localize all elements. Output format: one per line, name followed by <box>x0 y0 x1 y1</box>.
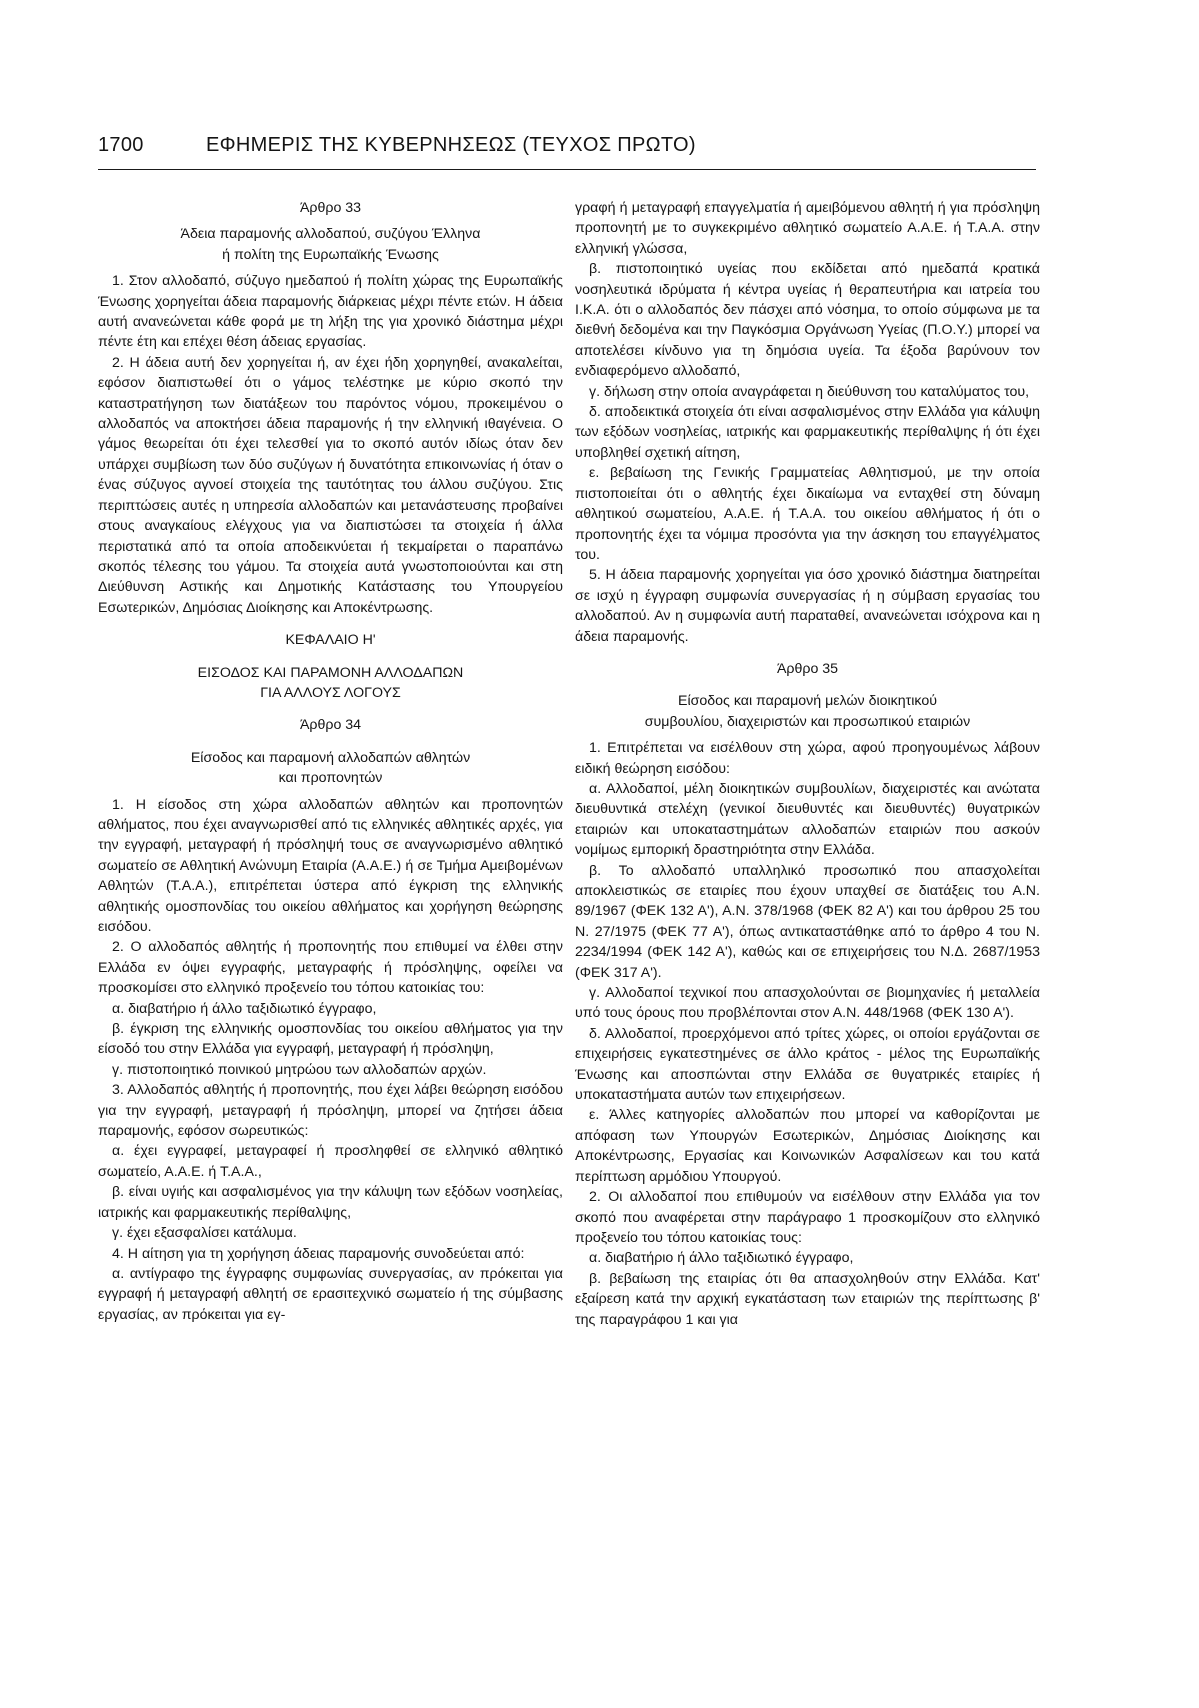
article-34-item-3a: α. έχει εγγραφεί, μεταγραφεί ή προσληφθεί σε ελληνικό αθλητικό σωματείο, Α.Α.Ε. ή Τ.Α.Α., <box>98 1143 563 1180</box>
article-34-item-4a-continued: γραφή ή μεταγραφή επαγγελματία ή αμειβόμενου αθλητή ή για πρόσληψη προπονητή με το συγκεκριμένο αθλητικό σωματείο Α.Α.Ε. ή Τ.Α.Α. στην ελληνική γλώσσα, <box>575 200 1040 257</box>
article-35-item-1c: γ. Αλλοδαποί τεχνικοί που απασχολούνται σε βιομηχανίες ή μεταλλεία υπό τους όρους που προβλέπονται στον Α.Ν. 448/1968 (ΦΕΚ 130 Α'). <box>575 985 1040 1022</box>
article-34-paragraph-2: 2. Ο αλλοδαπός αθλητής ή προπονητής που επιθυμεί να έλθει στην Ελλάδα εν όψει εγγραφής, μεταγραφής ή πρόσληψης, οφείλει να προσκομίσει στο ελληνικό προξενείο του τόπου κατοικίας του: <box>98 939 563 997</box>
article-33-number: Άρθρο 33 <box>299 200 362 216</box>
article-34-number: Άρθρο 34 <box>299 717 362 734</box>
article-34-item-2c: γ. πιστοποιητικό ποινικού μητρώου των αλλοδαπών αρχών. <box>112 1061 487 1078</box>
header-rule <box>98 169 1036 170</box>
article-35-number: Άρθρο 35 <box>776 660 839 677</box>
gazette-title: ΕΦΗΜΕΡΙΣ ΤΗΣ ΚΥΒΕΡΝΗΣΕΩΣ (ΤΕΥΧΟΣ ΠΡΩΤΟ) <box>206 134 696 156</box>
chapter-title-line-2: ΓΙΑ ΑΛΛΟΥΣ ΛΟΓΟΥΣ <box>260 684 401 701</box>
right-column <box>575 198 1040 1330</box>
article-33-title-line-2: ή πολίτη της Ευρωπαϊκής Ένωσης <box>222 246 439 263</box>
page-number: 1700 <box>98 134 144 156</box>
article-34-item-4b: β. πιστοποιητικό υγείας που εκδίδεται από ημεδαπά κρατικά νοσηλευτικά ιδρύματα ή κέντρα υγείας ή θεραπευτήρια και ιατρεία του Ι.Κ.Α. ότι ο αλλοδαπός δεν πάσχει από νόσημα, το οποίο σύμφωνα με τα διεθνή δεδομένα και την Παγκόσμια Οργάνωση Υγείας (Π.Ο.Υ.) μπορεί να αποτελέσει κίνδυνο για τη δημόσια υγεία. Τα έξοδα βαρύνουν τον ενδιαφερόμενο αλλοδαπό, <box>575 261 1040 380</box>
article-34-paragraph-1: 1. Η είσοδος στη χώρα αλλοδαπών αθλητών και προπονητών αθλήματος, που έχει αναγνωρισθεί από τις ελληνικές αθλητικές αρχές, για την εγγραφή, μεταγραφή ή πρόσληψή τους σε αναγνωρισμένο αθλητικό σωματείο σε Αθλητική Ανώνυμη Εταιρία (Α.Α.Ε.) ή σε Τμήμα Αμειβομένων Αθλητών (Τ.Α.Α.), επιτρέπεται ύστερα από έγκριση της ελληνικής αθλητικής ομοσπονδίας του οικείου αθλήματος και χορήγηση θεώρησης εισόδου. <box>98 796 563 935</box>
article-34-item-4e: ε. βεβαίωση της Γενικής Γραμματείας Αθλητισμού, με την οποία πιστοποιείται ότι ο αθλητής έχει δικαίωμα να ενταχθεί στη δύναμη αθλητικού σωματείου, Α.Α.Ε. ή Τ.Α.Α. του οικείου αθλήματος ή ότι ο προπονητής έχει τα νόμιμα προσόντα για την άσκηση του επαγγέλματος του. <box>575 465 1040 563</box>
chapter-title-line-1: ΕΙΣΟΔΟΣ ΚΑΙ ΠΑΡΑΜΟΝΗ ΑΛΛΟΔΑΠΩΝ <box>197 664 464 681</box>
article-35-item-1a: α. Αλλοδαποί, μέλη διοικητικών συμβουλίων, διαχειριστές και ανώτατα διευθυντικά στελέχη (γενικοί διευθυντές και διευθυντές) θυγατρικών εταιριών και υποκαταστημάτων αλλοδαπών εταιριών που ασκούν νομίμως εμπορική δραστηριότητα στην Ελλάδα. <box>575 780 1040 859</box>
article-35-title-line-2: συμβουλίου, διαχειριστών και προσωπικού εταιριών <box>644 713 971 730</box>
article-35-title-line-1: Είσοδος και παραμονή μελών διοικητικού <box>678 693 937 710</box>
page-header <box>98 134 1038 168</box>
article-34-item-3c: γ. έχει εξασφαλίσει κατάλυμα. <box>112 1225 297 1242</box>
article-35-item-1e: ε. Άλλες κατηγορίες αλλοδαπών που μπορεί να καθορίζονται με απόφαση των Υπουργών Εσωτερικών, Δημόσιας Διοίκησης και Αποκέντρωσης, Εργασίας και Κοινωνικών Ασφαλίσεων και του κατά περίπτωση αρμόδιου Υπουργού. <box>575 1107 1040 1185</box>
article-34-item-2a: α. διαβατήριο ή άλλο ταξιδιωτικό έγγραφο, <box>112 1000 377 1017</box>
article-35-item-1b: β. Το αλλοδαπό υπαλληλικό προσωπικό που απασχολείται αποκλειστικώς σε εταιρίες που έχουν υπαχθεί σε διατάξεις του Α.Ν. 89/1967 (ΦΕΚ 132 Α'), Α.Ν. 378/1968 (ΦΕΚ 82 Α') και του άρθρου 25 του Ν. 27/1975 (ΦΕΚ 77 Α'), όπως αντικαταστάθηκε από το άρθρο 4 του Ν. 2234/1994 (ΦΕΚ 142 Α'), καθώς και σε επιχειρήσεις του Ν.Δ. 2687/1953 (ΦΕΚ 317 Α'). <box>575 862 1040 981</box>
article-34-item-4c: γ. δήλωση στην οποία αναγράφεται η διεύθυνση του καταλύματος του, <box>589 383 1030 400</box>
left-column <box>98 198 563 1325</box>
article-35-paragraph-2: 2. Οι αλλοδαποί που επιθυμούν να εισέλθουν στην Ελλάδα για τον σκοπό που αναφέρεται στην παράγραφο 1 προσκομίζουν στο ελληνικό προξενείο του τόπου κατοικίας τους: <box>575 1189 1040 1246</box>
article-34-title-line-1: Είσοδος και παραμονή αλλοδαπών αθλητών <box>190 749 471 766</box>
article-35-item-1d: δ. Αλλοδαποί, προερχόμενοι από τρίτες χώρες, οι οποίοι εργάζονται σε επιχειρήσεις εγκατεστημένες σε άλλο κράτος - μέλος της Ευρωπαϊκής Ένωσης και αποσπώνται στην Ελλάδα σε θυγατρικές εταιρίες ή υποκαταστήματα αυτών των επιχειρήσεων. <box>575 1025 1040 1104</box>
article-35-item-2b: β. βεβαίωση της εταιρίας ότι θα απασχοληθούν στην Ελλάδα. Κατ' εξαίρεση κατά την αρχική εγκατάσταση των εταιριών της περίπτωσης β' της παραγράφου 1 και για <box>575 1270 1040 1328</box>
article-35-item-2a: α. διαβατήριο ή άλλο ταξιδιωτικό έγγραφο, <box>589 1250 854 1267</box>
article-34-paragraph-3: 3. Αλλοδαπός αθλητής ή προπονητής, που έχει λάβει θεώρηση εισόδου για την εγγραφή, μεταγραφή ή πρόσληψη, μπορεί να ζητήσει άδεια παραμονής, εφόσον σωρευτικώς: <box>98 1082 563 1140</box>
article-34-paragraph-4: 4. Η αίτηση για τη χορήγηση άδειας παραμονής συνοδεύεται από: <box>112 1245 525 1262</box>
article-33-paragraph-2: 2. Η άδεια αυτή δεν χορηγείται ή, αν έχει ήδη χορηγηθεί, ανακαλείται, εφόσον διαπιστωθεί ότι ο γάμος τελέστηκε με κύριο σκοπό την καταστρατήγηση των διατάξεων του παρόντος νόμου, προκειμένου ο αλλοδαπός να αποκτήσει άδεια παραμονής ή την ελληνική ιθαγένεια. Ο γάμος θεωρείται ότι έχει τελεσθεί για το σκοπό αυτόν ιδίως όταν δεν υπάρχει συμβίωση των δύο συζύγων ή δυνατότητα επικοινωνίας ή όταν ο ένας σύζυγος αγνοεί στοιχεία της ταυτότητας του άλλου συζύγου. Στις περιπτώσεις αυτές η υπηρεσία αλλοδαπών και μετανάστευσης προβαίνει στους αναγκαίους ελέγχους για να διαπιστώσει τα στοιχεία ή άλλα περιστατικά από τα οποία αποδεικνύεται ή τεκμαίρεται ο παραπάνω σκοπός τέλεσης του γάμου. Τα στοιχεία αυτά γνωστοποιούνται και στη Διεύθυνση Αστικής και Δημοτικής Κατάστασης του Υπουργείου Εσωτερικών, Δημόσιας Διοίκησης και Αποκέντρωσης. <box>98 354 563 616</box>
article-34-item-3b: β. είναι υγιής και ασφαλισμένος για την κάλυψη των εξόδων νοσηλείας, ιατρικής και φαρμακευτικής περίθαλψης, <box>98 1184 563 1221</box>
article-34-paragraph-5: 5. Η άδεια παραμονής χορηγείται για όσο χρονικό διάστημα διατηρείται σε ισχύ η έγγραφη συμφωνία συνεργασίας ή η σύμβαση εργασίας του αλλοδαπού. Αν η συμφωνία αυτή παραταθεί, ανανεώνεται ισόχρονα και η άδεια παραμονής. <box>575 567 1040 645</box>
article-34-item-4d: δ. αποδεικτικά στοιχεία ότι είναι ασφαλισμένος στην Ελλάδα για κάλυψη των εξόδων νοσηλείας, ιατρικής και φαρμακευτικής περίθαλψης ή ότι έχει υποβληθεί σχετική αίτηση, <box>575 404 1040 461</box>
article-33-paragraph-1: 1. Στον αλλοδαπό, σύζυγο ημεδαπού ή πολίτη χώρας της Ευρωπαϊκής Ένωσης χορηγείται άδεια παραμονής διάρκειας μέχρι πέντε ετών. Η άδεια αυτή ανανεώνεται κάθε φορά με τη λήξη της για χρονικό διάστημα μέχρι πέντε έτη και επέχει θέση άδειας εργασίας. <box>98 273 563 351</box>
article-33-title-line-1: Άδεια παραμονής αλλοδαπού, συζύγου Έλληνα <box>180 226 481 243</box>
article-35-paragraph-1: 1. Επιτρέπεται να εισέλθουν στη χώρα, αφού προηγουμένως λάβουν ειδική θεώρηση εισόδου: <box>575 740 1040 777</box>
article-34-item-4a: α. αντίγραφο της έγγραφης συμφωνίας συνεργασίας, αν πρόκειται για εγγραφή ή μεταγραφή αθλητή σε ερασιτεχνικό σωματείο ή της σύμβασης εργασίας, αν πρόκειται για εγ- <box>98 1265 563 1323</box>
article-34-title-line-2: και προπονητών <box>278 770 383 787</box>
article-34-item-2b: β. έγκριση της ελληνικής ομοσπονδίας του οικείου αθλήματος για την είσοδό του στην Ελλάδα για εγγραφή, μεταγραφή ή πρόσληψη, <box>98 1021 563 1058</box>
chapter-heading: ΚΕΦΑΛΑΙΟ Η' <box>285 632 376 649</box>
